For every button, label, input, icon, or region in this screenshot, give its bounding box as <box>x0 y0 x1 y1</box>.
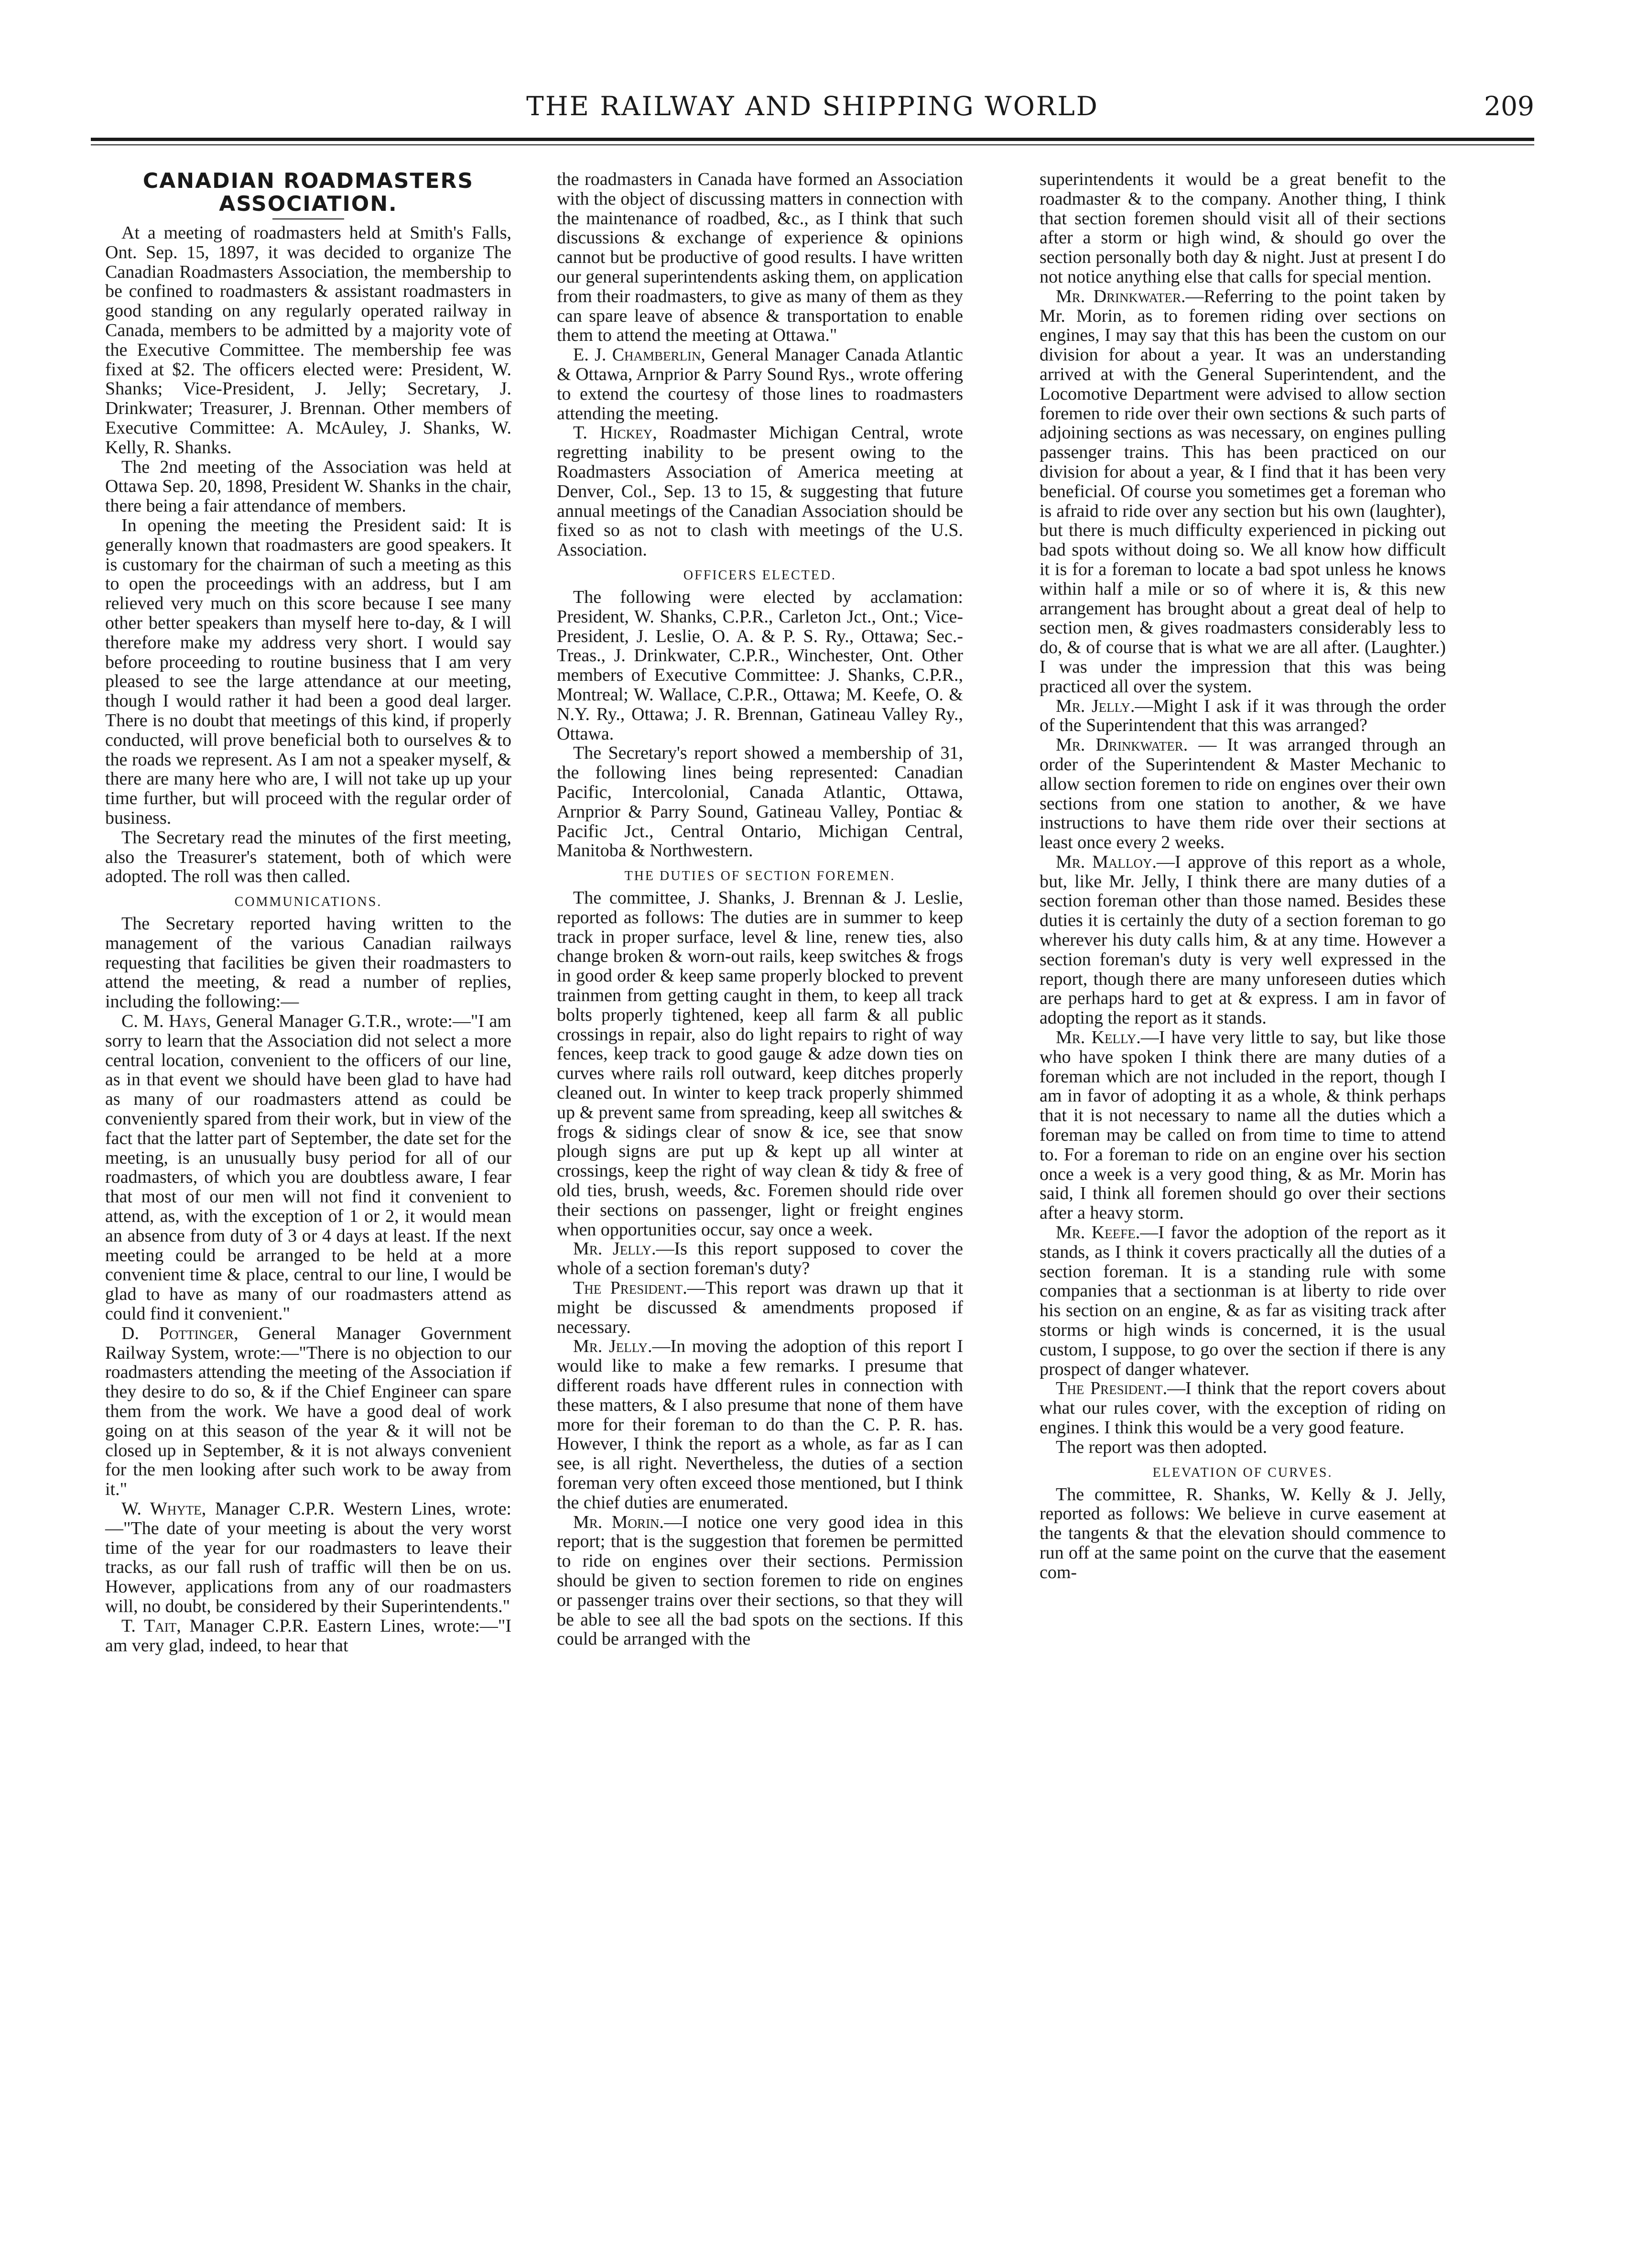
paragraph: The Secretary reported having written to the management of the various Canadian railways requesting that facilities be given their roadmasters to attend the meeting, & read a number of replies, including the following:— <box>105 914 511 1012</box>
column-2 <box>557 170 963 1649</box>
page-header <box>91 91 1534 134</box>
article-title <box>105 170 511 216</box>
header-rule-thick <box>91 138 1534 141</box>
letter-paragraph <box>105 1012 511 1324</box>
letter-paragraph <box>105 1616 511 1656</box>
speech-text: —In moving the adoption of this report I would like to make a few remarks. I presume that different roads have dfferent rules in connection with these matters, & I also presume that none of them have more for their foreman to do than the C. P. R. has. However, I think the report as a whole, as far as I can see, is all right. Nevertheless, the duties of a section foreman very often exceed those mentioned, but I think the chief duties are enumerated. <box>557 1336 964 1513</box>
speech-text: — It was arranged through an order of the Superintendent & Master Mechanic to allow section foremen to ride on engines over their own sections from one station to another, & we have instructions to have them ride over their sections at least once every 2 weeks. <box>1040 735 1446 853</box>
speech-text: —Referring to the point taken by Mr. Morin, as to foremen riding over sections on engines, I may say that this has been the custom on our division for about a year. It was an understanding arrived at with the General Superintendent, and the Locomotive Department were advised to allow section foremen to ride over their own sections & such parts of adjoining sections as was necessary, on engines pulling passenger trains. This has been practiced on our division for about a year, & I find that it has been very beneficial. Of course you sometimes get a foreman who is afraid to ride over any section but his own (laughter), but there is much difficulty experienced in picking out bad spots without doing so. We all know how difficult it is for a foreman to locate a bad spot unless he knows within half a mile or so of where it is, & this new arrangement has brought about a great deal of help to section men, & gives roadmasters considerably less to do, & of course that is what we are all after. (Laughter.) I was under the impression that this was being practiced all over the system. <box>1040 286 1446 697</box>
speaker-name: E. J. Chamberlin, <box>573 345 706 365</box>
speaker-name: Mr. Malloy. <box>1056 851 1157 872</box>
speech-paragraph <box>557 1337 963 1512</box>
section-head-duties: THE DUTIES OF SECTION FOREMEN. <box>624 869 896 884</box>
speech-text: —This report was drawn up that it might be discussed & amendments proposed if necessary. <box>557 1278 964 1337</box>
speech-text: —Might I ask if it was through the order of the Superintendent that this was arranged? <box>1040 696 1446 736</box>
speech-paragraph <box>557 1239 963 1278</box>
paragraph: The Secretary read the minutes of the first meeting, also the Treasurer's statement, both of which were adopted. The roll was then called. <box>105 827 511 887</box>
paragraph: The committee, J. Shanks, J. Brennan & J. Leslie, reported as follows: The duties are in summer to keep track in proper surface, level & line, renew ties, also change broken & worn-out rails, keep switches & frogs in good order & keep same properly blocked to prevent trainmen from getting caught in them, to keep all track bolts properly tightened, keep all farm & all public crossings in repair, also do light repairs to right of way fences, keep track to good gauge & adze down ties on curves where rails roll outward, keep ditches properly cleaned out. In winter to keep track properly shimmed up & prevent same from spreading, keep all switches & frogs & sidings clear of snow & ice, see that snow plough signs are put up & kept up all winter at crossings, keep the right of way clean & tidy & free of old ties, brush, weeds, &c. Foremen should ride over their sections on passenger, light or freight engines when opportunities occur, say once a week. <box>557 888 963 1240</box>
letter-paragraph <box>105 1499 511 1616</box>
letter-text: General Manager Government Railway System, wrote:—"There is no objection to our roadmasters attending the meeting of the Association if they desire to do so, & if the Chief Engineer can spare them from the work. We have a good deal of work going on at this season of the year & it will not be closed up in September, & it is not always convenient for the men looking after such work to be away from it." <box>105 1323 511 1500</box>
letter-text: Roadmaster Michigan Central, wrote regretting inability to be present owing to the Roadmasters Association of America meeting at Denver, Col., Sep. 13 to 15, & suggesting that future annual meetings of the Canadian Association should be fixed so as not to clash with meetings of the U.S. Association. <box>557 423 963 560</box>
paragraph: superintendents it would be a great benefit to the roadmaster & to the company. Another thing, I think that section foremen should visit all of their sections after a storm or high wind, & should go over the section personally both day & night. Just at present I do not notice anything else that calls for special mention. <box>1040 169 1446 287</box>
article-title-line2: ASSOCIATION. <box>219 192 398 216</box>
title-rule <box>272 218 344 219</box>
speech-text: —Is this report supposed to cover the whole of a section foreman's duty? <box>557 1239 964 1279</box>
speech-paragraph <box>557 1278 963 1337</box>
speaker-name: T. Tait, <box>121 1615 181 1636</box>
paragraph: At a meeting of roadmasters held at Smith's Falls, Ont. Sep. 15, 1897, it was decided to organize The Canadian Roadmasters Association, the membership to be confined to roadmasters & assistant roadmasters in good standing on any regularly operated railway in Canada, members to be admitted by a majority vote of the Executive Committee. The membership fee was fixed at $2. The officers elected were: President, W. Shanks; Vice-President, J. Jelly; Secretary, J. Drinkwater; Treasurer, J. Brennan. Other members of Executive Committee: A. McAuley, J. Shanks, W. Kelly, R. Shanks. <box>105 223 511 458</box>
letter-paragraph <box>105 1324 511 1499</box>
speaker-name: Mr. Drinkwater. <box>1056 286 1186 306</box>
article-title-line1: CANADIAN ROADMASTERS <box>142 169 474 193</box>
speech-paragraph <box>1040 735 1446 852</box>
speech-text: —I think that the report covers about what our rules cover, with the exception of riding on engines. I think this would be a very good feature. <box>1040 1378 1446 1438</box>
speaker-name: Mr. Kelly. <box>1056 1027 1141 1048</box>
paragraph: The report was then adopted. <box>1056 1437 1268 1457</box>
speaker-name: C. M. Hays, <box>121 1011 211 1032</box>
journal-title: THE RAILWAY AND SHIPPING WORLD <box>526 91 1099 121</box>
speaker-name: Mr. Jelly. <box>573 1336 652 1357</box>
letter-paragraph <box>557 345 963 423</box>
paragraph: The 2nd meeting of the Association was held at Ottawa Sep. 20, 1898, President W. Shanks in the chair, there being a fair attendance of members. <box>105 457 511 516</box>
section-head-communications: COMMUNICATIONS. <box>234 894 382 910</box>
speech-paragraph <box>1040 852 1446 1028</box>
speech-text: —I favor the adoption of the report as it stands, as I think it covers practically all the duties of a section foreman. It is a standing rule with some companies that a sectionman is at liberty to ride over his section on an engine, & as far as visiting track after storms or high winds is concerned, it is the usual custom, I suppose, to go over the section if there is any prospect of danger whatever. <box>1040 1222 1446 1379</box>
header-rule-thin <box>91 144 1534 145</box>
letter-paragraph <box>557 423 963 560</box>
speech-paragraph <box>1040 1379 1446 1437</box>
page-number: 209 <box>1484 91 1534 121</box>
speaker-name: Mr. Jelly. <box>1056 696 1135 716</box>
speaker-name: W. Whyte, <box>121 1499 206 1519</box>
speaker-name: T. Hickey, <box>573 423 657 443</box>
column-1 <box>105 170 511 1655</box>
speech-paragraph <box>1040 287 1446 697</box>
speech-text: —I have very little to say, but like those who have spoken I think there are many duties of a foreman which are not included in the report, though I am in favor of adopting it as a whole, & think perhaps that it is not necessary to name all the duties which a foreman may be called on from time to time to attend to. For a foreman to ride on an engine over his section once a week is a very good thing, & as Mr. Morin has said, I think all foremen should go over their sections after a heavy storm. <box>1040 1027 1446 1223</box>
speaker-name: The President. <box>573 1278 687 1298</box>
paragraph: the roadmasters in Canada have formed an Association with the object of discussing matters in connection with the maintenance of roadbed, &c., as I think that such discussions & exchange of experience & opinions cannot but be productive of good results. I have written our general superintendents asking them, on application from their roadmasters, to give as many of them as they can spare leave of absence & transportation to enable them to attend the meeting at Ottawa." <box>557 169 963 346</box>
speaker-name: Mr. Morin. <box>573 1512 664 1532</box>
paragraph: In opening the meeting the President said: It is generally known that roadmasters are good speakers. It is customary for the chairman of such a meeting as this to open the proceedings with an address, but I am relieved very much on this score because I see many other better speakers than myself here to-day, & I will therefore make my address very short. I would say before proceeding to routine business that I am very pleased to see the large attendance at our meeting, though I would rather it had been a good deal larger. There is no doubt that meetings of this kind, if properly conducted, will prove beneficial both to ourselves & to the roads we represent. As I am not a speaker myself, & there are many here who are, I will not take up up your time further, but will proceed with the regular order of business. <box>105 515 511 828</box>
letter-text: Manager C.P.R. Western Lines, wrote:—"The date of your meeting is about the very worst time of the year for our roadmasters to leave their tracks, as our fall rush of traffic will then be on us. However, applications from any of our roadmasters will, no doubt, be considered by their Superintendents." <box>105 1499 511 1616</box>
letter-text: General Manager G.T.R., wrote:—"I am sorry to learn that the Association did not select a more central location, convenient to the officers of our line, as in that event we should have been glad to have had as many of our roadmasters attend as could be conveniently spared from their work, but in view of the fact that the latter part of September, the date set for the meeting, is an unusually busy period for all of our roadmasters, of which you are doubtless aware, I fear that most of our men will not find it convenient to attend, as, with the exception of 1 or 2, it would mean an absence from duty of 3 or 4 days at least. If the next meeting could be arranged to be held at a more convenient time & place, central to our line, I would be glad to have as many of our roadmasters attend as could find it convenient." <box>105 1011 511 1324</box>
speech-text: —I approve of this report as a whole, but, like Mr. Jelly, I think there are many duties of a section foreman other than those named. Besides these duties it is certainly the duty of a section foreman to go wherever his duty calls him, & at any time. However a section foreman's duty is very well expressed in the report, though there are many unforeseen duties which are perhaps hard to get at & express. I am in favor of adopting the report as it stands. <box>1040 851 1446 1028</box>
speech-text: —I notice one very good idea in this report; that is the suggestion that foremen be permitted to ride on engines over their sections. Permission should be given to section foremen to ride on engines or passenger trains over their sections, so that they will be able to see all the bad spots on the sections. If this could be arranged with the <box>557 1512 963 1649</box>
letter-text: General Manager Canada Atlantic & Ottawa, Arnprior & Parry Sound Rys., wrote offering to extend the courtesy of those lines to roadmasters attending the meeting. <box>557 345 963 424</box>
column-3 <box>1040 170 1446 1582</box>
speech-paragraph <box>1040 697 1446 736</box>
speaker-name: Mr. Drinkwater. <box>1056 735 1188 755</box>
speaker-name: D. Pottinger, <box>121 1323 238 1343</box>
section-head-officers: OFFICERS ELECTED. <box>683 567 837 583</box>
section-head-elevation: ELEVATION OF CURVES. <box>1152 1465 1333 1480</box>
speech-paragraph <box>1040 1028 1446 1223</box>
letter-text: Manager C.P.R. Eastern Lines, wrote:—"I am very glad, indeed, to hear that <box>105 1615 511 1656</box>
speaker-name: Mr. Jelly. <box>573 1239 656 1259</box>
speaker-name: The President. <box>1056 1378 1168 1399</box>
paragraph: The committee, R. Shanks, W. Kelly & J. Jelly, reported as follows: We believe in curve easement at the tangents & that the elevation should commence to run off at the same point on the curve that the easement com- <box>1040 1484 1446 1582</box>
speech-paragraph <box>557 1513 963 1649</box>
speaker-name: Mr. Keefe. <box>1056 1222 1140 1243</box>
paragraph: The Secretary's report showed a membership of 31, the following lines being represented: Canadian Pacific, Intercolonial, Canada Atlantic, Ottawa, Arnprior & Parry Sound, Gatineau Valley, Pontiac & Pacific Jct., Central Ontario, Michigan Central, Manitoba & Northwestern. <box>557 743 963 861</box>
paragraph: The following were elected by acclamation: President, W. Shanks, C.P.R., Carleton Jct., Ont.; Vice-President, J. Leslie, O. A. & P. S. Ry., Ottawa; Sec.-Treas., J. Drinkwater, C.P.R., Winchester, Ont. Other members of Executive Committee: J. Shanks, C.P.R., Montreal; W. Wallace, C.P.R., Ottawa; M. Keefe, O. & N.Y. Ry., Ottawa; J. R. Brennan, Gatineau Valley Ry., Ottawa. <box>557 587 963 744</box>
speech-paragraph <box>1040 1223 1446 1379</box>
